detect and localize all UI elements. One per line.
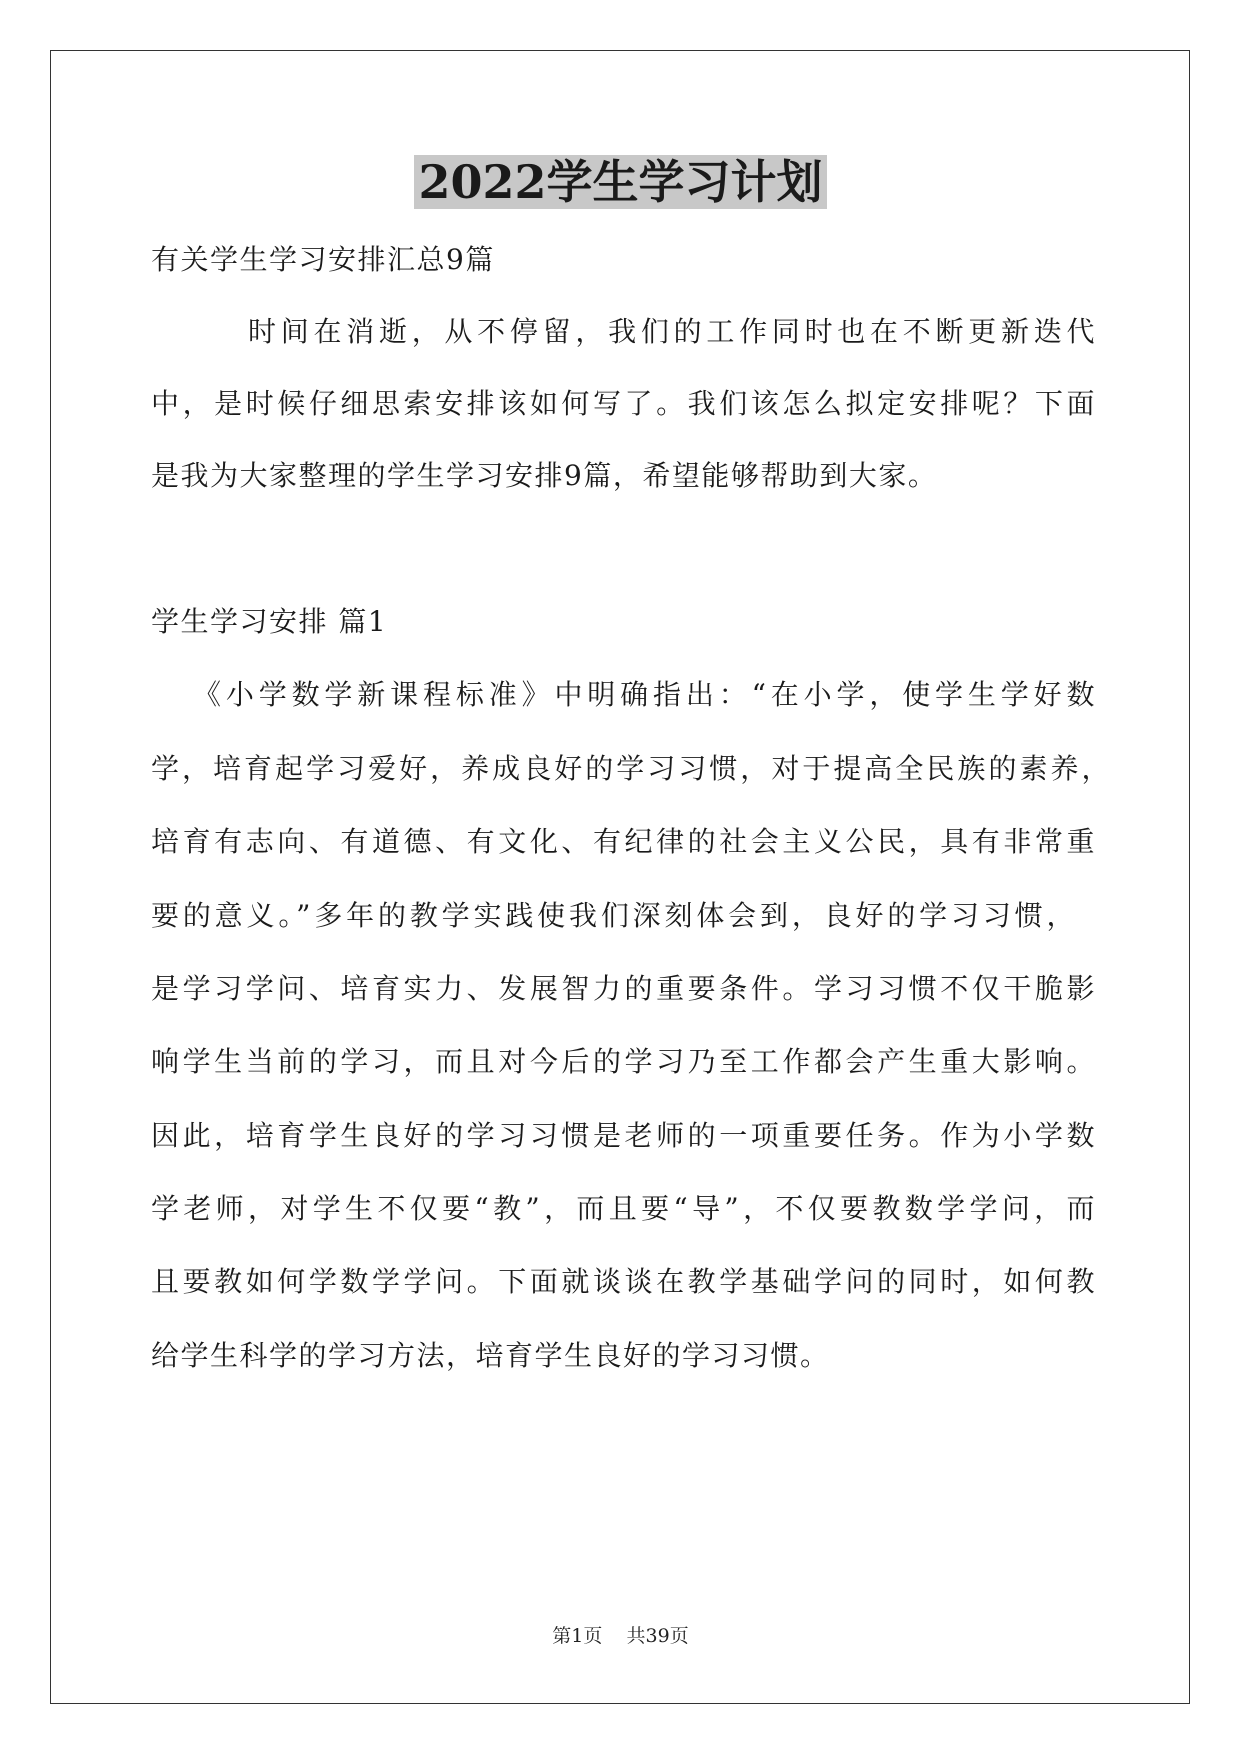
intro-line-3: 是我为大家整理的学生学习安排9篇，希望能够帮助到大家。	[151, 459, 938, 492]
intro-line-1: 时间在消逝，从不停留，我们的工作同时也在不断更新迭代	[248, 315, 1096, 348]
intro-line-2: 中，是时候仔细思索安排该如何写了。我们该怎么拟定安排呢？下面	[151, 387, 1096, 420]
page-border	[50, 50, 1190, 1704]
document-subtitle: 有关学生学习安排汇总9篇	[151, 243, 495, 276]
page-footer: 第1页 共39页	[552, 1625, 689, 1647]
paragraph-line-9: 且要教如何学数学学问。下面就谈谈在教学基础学问的同时，如何教	[151, 1265, 1096, 1298]
paragraph-line-8: 学老师，对学生不仅要“教”，而且要“导”，不仅要教数学学问，而	[151, 1192, 1096, 1225]
paragraph-line-7: 因此，培育学生良好的学习习惯是老师的一项重要任务。作为小学数	[151, 1119, 1096, 1152]
paragraph-line-10: 给学生科学的学习方法，培育学生良好的学习习惯。	[151, 1339, 830, 1372]
document-title-text: 2022学生学习计划	[414, 155, 826, 209]
section-heading: 学生学习安排 篇1	[151, 605, 388, 638]
paragraph-line-3: 培育有志向、有道德、有文化、有纪律的社会主义公民，具有非常重	[151, 825, 1096, 858]
paragraph-line-5: 是学习学问、培育实力、发展智力的重要条件。学习习惯不仅干脆影	[151, 972, 1096, 1005]
paragraph-line-1: 《小学数学新课程标准》中明确指出：“在小学，使学生学好数	[193, 678, 1096, 711]
paragraph-line-6: 响学生当前的学习，而且对今后的学习乃至工作都会产生重大影响。	[151, 1045, 1096, 1078]
paragraph-line-2: 学，培育起学习爱好，养成良好的学习习惯，对于提高全民族的素养，	[151, 752, 1111, 785]
document-title	[0, 152, 1241, 212]
paragraph-line-4: 要的意义。”多年的教学实践使我们深刻体会到，良好的学习习惯，	[151, 899, 1076, 932]
